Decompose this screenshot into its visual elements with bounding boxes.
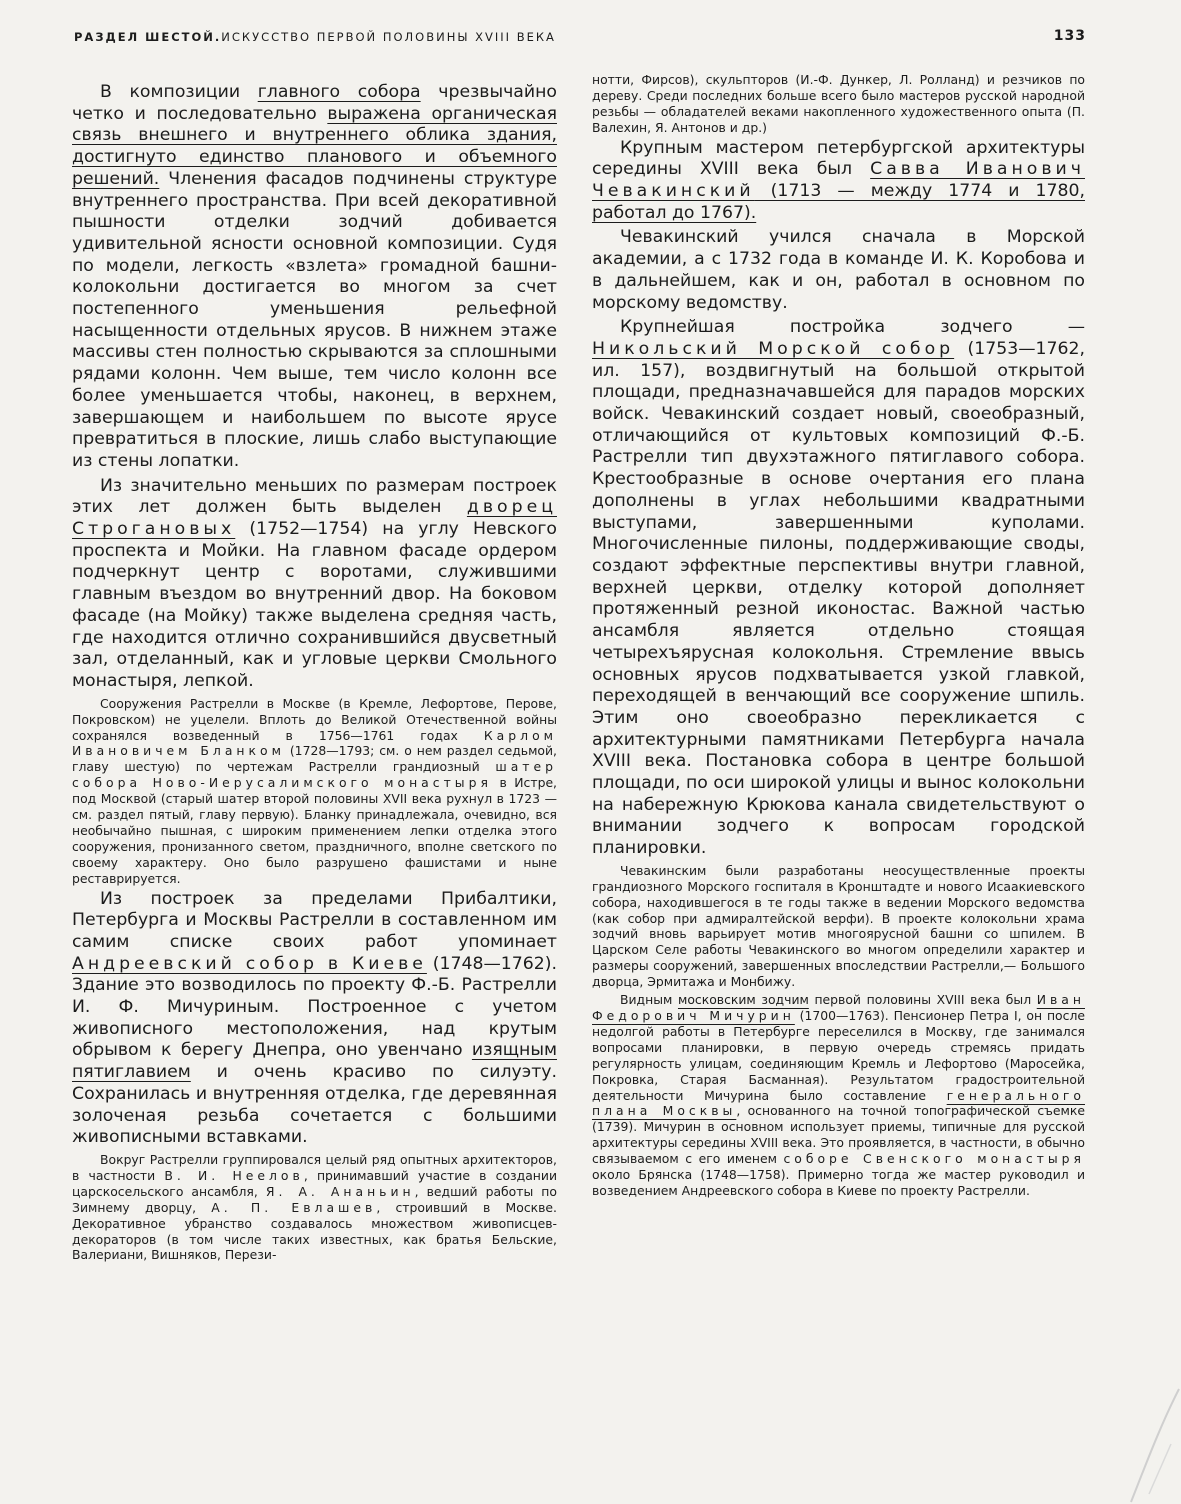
section-label: РАЗДЕЛ ШЕСТОЙ. [74,30,222,44]
paragraph: Крупнейшая постройка зодчего — Никольский Морской собор (1753—1762, ил. 157), воздвигнутый на большой открытой площади, предназначавшейся для парадов морских войск. Чевакинский создает новый, своеобразный, отличающийся от культовых композиций Ф.-Б. Растрелли тип двухэтажного пятиглавого собора. Крестообразные в основе очертания его плана дополнены в углах небольшими квадратными выступами, завершенными куполами. Многочисленные пилоны, поддерживающие своды, создают эффектные перспективы внутри главной, верхней церкви, отделку которой дополняет протяженный резной иконостас. Важной частью ансамбля является отдельно стоящая четырехъярусная колокольня. Стремление ввысь основных ярусов подхватывается узкой главкой, переходящей в венчающий все сооружение шпиль. Этим оно своеобразно перекликается с архитектурными памятниками Петербурга начала XVIII века. Постановка собора в центре большой площади, по оси широкой улицы и вынос колокольни на набережную Крюкова канала свидетельствуют о внимании зодчего к вопросам городской планировки. [592,317,1086,859]
paragraph: В композиции главного собора чрезвычайно четко и последовательно выражена органическая связь внешнего и внутреннего облика здания, достигнуто единство планового и объемного решений. Членения фасадов подчинены структуре внутреннего пространства. При всей декоративной пышности отделки зодчий добивается удивительной ясности основной композиции. Судя по модели, легкость «взлета» громадной башни-колокольни достигается во многом за счет постепенного уменьшения рельефной насыщенности отдельных ярусов. В нижнем этаже массивы стен полностью скрываются за сплошными рядами колонн. Чем выше, тем число колонн все более уменьшается чтобы, наконец, в верхнем, завершающем и наибольшем по высоте ярусе превратиться в плоские, лишь слабо выступающие из стены лопатки. [72,82,557,471]
note-paragraph: Видным московским зодчим первой половины XVIII века был Иван Федорович Мичурин (1700—1763). Пенсионер Петра I, он после недолгой работы в Петербурге переселился в Москву, где занимался вопросами планировки, в первую очередь стремясь придать регулярность улицам, соединяющим Кремль и Лефортово (Маросейка, Покровка, Старая Басманная). Результатом градостроительной деятельности Мичурина было составление генерального плана Москвы, основанного на точной топографической съемке (1739). Мичурин в основном использует приемы, типичные для русской архитектуры середины XVIII века. Это проявляется, в частности, в обычно связываемом с его именем соборе Свенского монастыря около Брянска (1748—1758). Примерно тогда же мастер руководил и возведением Андреевского собора в Киеве по проекту Растрелли. [592,992,1085,1198]
note-paragraph: Чевакинским были разработаны неосуществленные проекты грандиозного Морского госпиталя в Кронштадте и нового Исаакиевского собора, находившегося в те годы также в ведении Морского ведомства (как собор при адмиралтейской верфи). В проекте колокольни храма зодчий вновь варьирует мотив многоярусной башни со шпилем. В Царском Селе работы Чевакинского во многом определили характер и размеры сооружений, завершенных впоследствии Растрелли,— Большого дворца, Эрмитажа и Монбижу. [592,862,1085,990]
note-paragraph: нотти, Фирсов), скульпторов (И.-Ф. Дункер, Л. Ролланд) и резчиков по дереву. Среди последних больше всего было мастеров русской народной резьбы — обладателей веками накопленного художественного опыта (П. Валехин, Я. Антонов и др.) [592,72,1085,135]
paragraph: Из значительно меньших по размерам построек этих лет должен быть выделен дворец Строгановых (1752—1754) на углу Невского проспекта и Мойки. На главном фасаде ордером подчеркнут центр с воротами, служившими главным въездом во внутренний двор. На боковом фасаде (на Мойку) также выделена средняя часть, где находится отлично сохранившийся двусветный зал, отделанный, как и угловые церкви Смольного монастыря, лепкой. [72,475,557,691]
running-header [74,30,1086,44]
note-paragraph: Вокруг Растрелли группировался целый ряд опытных архитекторов, в частности В. И. Неелов, принимавший участие в создании царскосельского ансамбля, Я. А. Ананьин, ведший работы по Зимнему дворцу, А. П. Евлашев, строивший в Москве. Декоративное убранство создавалось множеством живописцев-декораторов (в том числе таких известных, как братья Бельские, Валериани, Вишняков, Перези- [72,1152,557,1263]
page-number: 133 [1053,28,1086,44]
left-column [72,82,557,1265]
right-column [592,72,1085,1201]
pencil-mark [1121,1384,1181,1504]
paragraph: Из построек за пределами Прибалтики, Петербурга и Москвы Растрелли в составленном им самим списке своих работ упоминает Андреевский собор в Киеве (1748—1762). Здание это возводилось по проекту Ф.-Б. Растрелли И. Ф. Мичуриным. Построенное с учетом живописного местоположения, над крутым обрывом к берегу Днепра, оно увенчано изящным пятиглавием и очень красиво по силуэту. Сохранилась и внутренняя отделка, где деревянная золоченая резьба сочетается с большими живописными вставками. [72,888,557,1148]
paragraph: Крупным мастером петербургской архитектуры середины XVIII века был Савва Иванович Чевакинский (1713 — между 1774 и 1780, работал до 1767). [592,137,1085,223]
note-paragraph: Сооружения Растрелли в Москве (в Кремле, Лефортове, Перове, Покровском) не уцелели. Вплоть до Великой Отечественной войны сохранялся возведенный в 1756—1761 годах Карлом Ивановичем Бланком (1728—1793; см. о нем раздел седьмой, главу шестую) по чертежам Растрелли грандиозный шатер собора Ново-Иерусалимского монастыря в Истре, под Москвой (старый шатер второй половины XVII века рухнул в 1723 — см. раздел пятый, главу первую). Бланку принадлежала, очевидно, вся необычайно пышная, с широким применением лепки отделка этого сооружения, пронизанного светом, праздничного, вполне светского по своему характеру. Оно было разрушено фашистами и ныне реставрируется. [72,695,557,886]
section-subtitle: ИСКУССТВО ПЕРВОЙ ПОЛОВИНЫ XVIII ВЕКА [221,30,556,44]
paragraph: Чевакинский учился сначала в Морской академии, а с 1732 года в команде И. К. Коробова и в дальнейшем, как и он, работал в основном по морскому ведомству. [592,227,1085,313]
